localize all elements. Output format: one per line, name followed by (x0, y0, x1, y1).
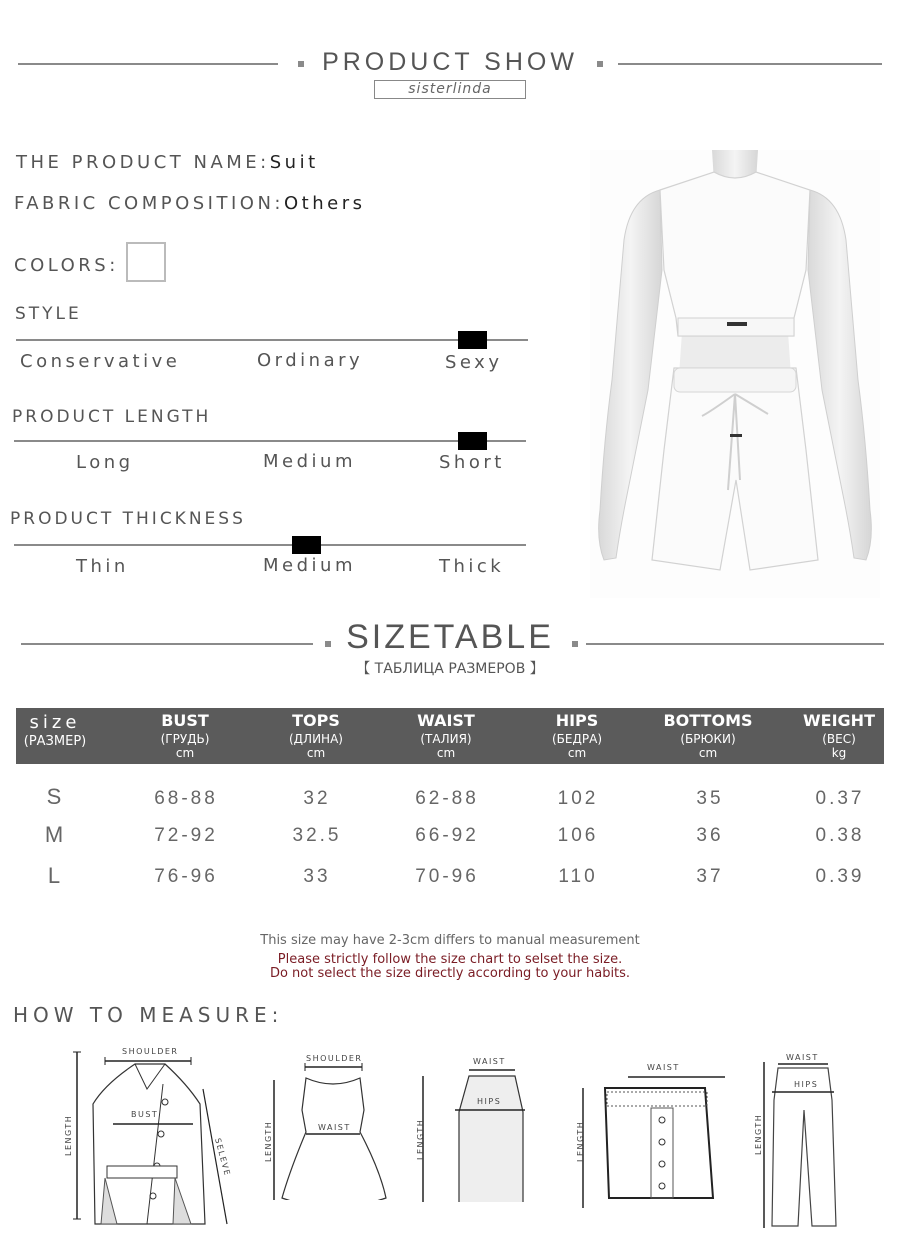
header-line-right (618, 63, 882, 65)
mannequin-illustration (590, 150, 880, 598)
col-tops: TOPS (ДЛИНА) cm (289, 711, 343, 760)
cell-bottoms: 35 (696, 788, 724, 809)
svg-text:WAIST: WAIST (318, 1123, 351, 1132)
product-name-row (16, 152, 319, 173)
cell-tops: 32 (303, 788, 331, 809)
size-table-header (16, 708, 884, 764)
cell-size: L (47, 863, 61, 888)
svg-text:WAIST: WAIST (786, 1053, 819, 1062)
style-track (16, 339, 528, 341)
length-option-medium: Medium (263, 451, 356, 472)
product-name-value: Suit (269, 152, 319, 173)
style-title: STYLE (15, 304, 82, 324)
cell-weight: 0.38 (815, 825, 865, 846)
svg-text:LENGTH: LENGTH (416, 1118, 425, 1160)
warning-note-2: Do not select the size directly according to your habits. (269, 966, 631, 981)
style-option-conservative: Conservative (20, 351, 181, 372)
length-selected-marker (458, 432, 487, 450)
svg-text:SELEVE: SELEVE (213, 1137, 232, 1178)
how-to-measure-title: HOW TO MEASURE: (13, 1003, 284, 1027)
thickness-option-thin: Thin (76, 556, 129, 577)
cell-hips: 110 (558, 866, 598, 887)
dress-measure-diagram (260, 1050, 390, 1200)
cell-hips: 102 (557, 788, 599, 809)
warning-note-1: Please strictly follow the size chart to selset the size. (277, 952, 623, 967)
length-option-short: Short (439, 452, 505, 473)
brand-label: sisterlinda (374, 80, 526, 99)
fabric-row (14, 193, 366, 214)
svg-text:LENGTH: LENGTH (754, 1113, 763, 1155)
cell-waist: 66-92 (415, 825, 479, 846)
svg-text:HIPS: HIPS (477, 1097, 502, 1106)
svg-text:LENGTH: LENGTH (64, 1114, 73, 1156)
product-image (590, 150, 880, 598)
cell-tops: 32.5 (292, 825, 342, 846)
style-option-ordinary: Ordinary (257, 350, 364, 371)
col-weight: WEIGHT (ВЕС) kg (803, 711, 875, 760)
cell-size: M (44, 822, 64, 847)
product-name-label: THE PRODUCT NAME: (16, 152, 270, 173)
shorts-measure-diagram (575, 1058, 725, 1208)
cell-bottoms: 37 (696, 866, 724, 887)
col-size: size (РАЗМЕР) (23, 712, 87, 749)
cell-weight: 0.39 (815, 866, 865, 887)
thickness-selected-marker (292, 536, 321, 554)
cell-bust: 68-88 (154, 788, 218, 809)
thickness-option-medium: Medium (263, 555, 356, 576)
cell-waist: 62-88 (415, 788, 479, 809)
style-selected-marker (458, 331, 487, 349)
label-shoulder: SHOULDER (122, 1047, 179, 1056)
jacket-measure-diagram (55, 1044, 245, 1234)
fabric-label: FABRIC COMPOSITION: (14, 193, 284, 214)
fabric-value: Others (284, 193, 366, 214)
cell-bust: 72-92 (154, 825, 218, 846)
col-bottoms: BOTTOMS (БРЮКИ) cm (663, 711, 753, 760)
color-swatch-white[interactable] (126, 242, 166, 282)
thickness-track (14, 544, 526, 546)
style-option-sexy: Sexy (445, 352, 503, 373)
colors-label: COLORS: (14, 255, 119, 276)
length-track (14, 440, 526, 442)
header-dot-right (597, 61, 603, 67)
cell-bust: 76-96 (154, 866, 218, 887)
svg-text:WAIST: WAIST (647, 1063, 680, 1072)
thickness-title: PRODUCT THICKNESS (10, 509, 246, 529)
cell-size: S (46, 784, 62, 809)
col-bust: BUST (ГРУДЬ) cm (160, 711, 210, 760)
cell-bottoms: 36 (696, 825, 724, 846)
pants-measure-diagram (750, 1050, 840, 1230)
svg-text:LENGTH: LENGTH (264, 1120, 273, 1162)
label-bust: BUST (131, 1110, 159, 1119)
svg-text:LENGTH: LENGTH (576, 1120, 585, 1162)
sizetable-subtitle: 【 ТАБЛИЦА РАЗМЕРОВ 】 (356, 661, 544, 677)
length-title: PRODUCT LENGTH (12, 407, 212, 427)
col-waist: WAIST (ТАЛИЯ) cm (417, 711, 475, 760)
cell-tops: 33 (303, 866, 331, 887)
length-option-long: Long (76, 452, 134, 473)
thickness-option-thick: Thick (439, 556, 505, 577)
sizetable-dot-right (572, 641, 578, 647)
svg-text:HIPS: HIPS (794, 1080, 819, 1089)
svg-text:SHOULDER: SHOULDER (306, 1054, 363, 1063)
sizetable-title: SIZETABLE (346, 618, 554, 656)
cell-waist: 70-96 (415, 866, 479, 887)
svg-text:WAIST: WAIST (473, 1057, 506, 1066)
sizetable-line-right (586, 643, 884, 645)
col-hips: HIPS (БЕДРА) cm (552, 711, 602, 760)
page-title: PRODUCT SHOW (322, 48, 578, 76)
measurement-note: This size may have 2-3cm differs to manual measurement (260, 933, 640, 948)
skirt-measure-diagram (415, 1052, 525, 1202)
cell-weight: 0.37 (815, 788, 865, 809)
cell-hips: 106 (557, 825, 599, 846)
